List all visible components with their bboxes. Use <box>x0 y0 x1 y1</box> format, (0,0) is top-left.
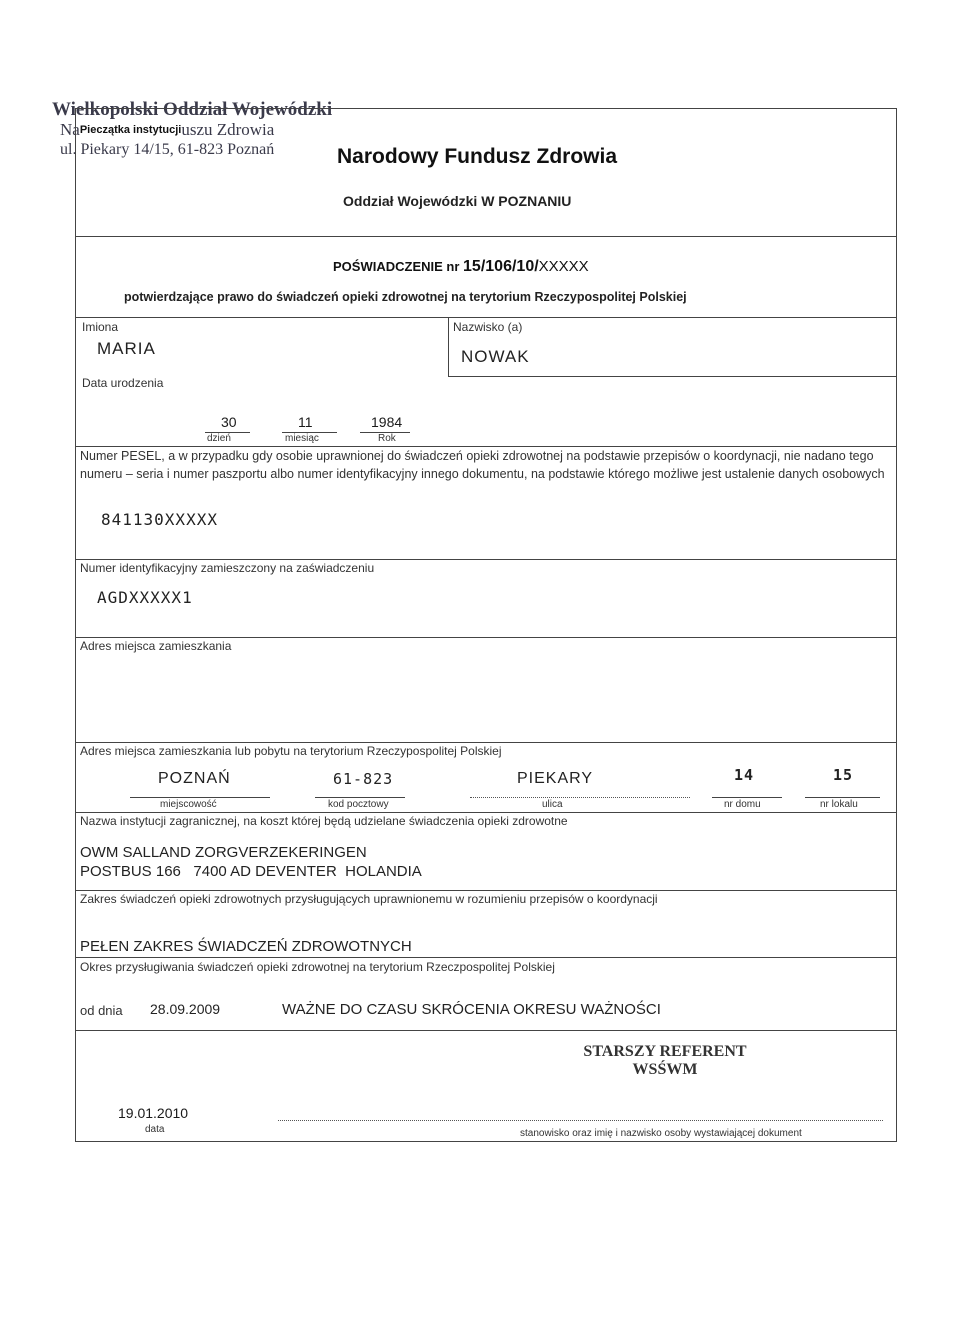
referent-stamp-line-2: WSŚWM <box>632 1061 698 1078</box>
referent-stamp-line-1: STARSZY REFERENT <box>583 1043 747 1060</box>
stay-flat-underline <box>805 797 880 798</box>
stay-house: 14 <box>734 766 755 784</box>
stay-postal-label: kod pocztowy <box>328 799 389 810</box>
stamp-line-3: ul. Piekary 14/15, 61-823 Poznań <box>60 141 275 158</box>
stay-street: PIEKARY <box>517 770 594 787</box>
stay-city: POZNAŃ <box>158 770 231 787</box>
first-name-value: MARIA <box>97 339 156 358</box>
stamp-overprint: Pieczątka instytucji <box>79 124 182 136</box>
dob-month-label: miesiąc <box>285 433 319 444</box>
dob-year-label: Rok <box>378 433 396 444</box>
stay-postal-underline <box>315 797 405 798</box>
period-top-line <box>75 957 897 958</box>
dob-month: 11 <box>298 414 313 430</box>
first-name-label: Imiona <box>82 320 119 334</box>
stay-label: Adres miejsca zamieszkania lub pobytu na terytorium Rzeczypospolitej Polskiej <box>80 744 502 758</box>
dob-label: Data urodzenia <box>82 376 164 390</box>
signature-top-line <box>75 1030 897 1031</box>
scope-label: Zakres świadczeń opieki zdrowotnych przysługujących uprawnionemu w rozumieniu przepisów o koordynacji <box>80 892 658 906</box>
institution-label: Nazwa instytucji zagranicznej, na koszt której będą udzielane świadczenia opieki zdrowotne <box>80 814 568 828</box>
stay-house-label: nr domu <box>724 799 761 810</box>
stay-top-line <box>75 742 897 743</box>
dob-day-label: dzień <box>207 433 231 444</box>
period-from-label: od dnia <box>80 1003 123 1018</box>
last-name-value: NOWAK <box>461 347 530 366</box>
referent-stamp <box>560 1043 770 1079</box>
header-divider <box>75 236 897 237</box>
period-from-date: 28.09.2009 <box>150 1001 221 1017</box>
stay-city-label: miejscowość <box>160 799 217 810</box>
institution-name: OWM SALLAND ZORGVERZEKERINGEN <box>80 844 367 861</box>
scope-top-line <box>75 890 897 891</box>
stay-flat: 15 <box>833 766 854 784</box>
stay-street-label: ulica <box>542 799 563 810</box>
signature-dotted-line <box>278 1120 883 1121</box>
issue-date-label: data <box>145 1124 165 1135</box>
period-validity: WAŻNE DO CZASU SKRÓCENIA OKRESU WAŻNOŚCI <box>282 1001 661 1018</box>
names-top-line <box>75 317 897 318</box>
issue-date: 19.01.2010 <box>118 1105 189 1121</box>
institution-top-line <box>75 812 897 813</box>
period-label: Okres przysługiwania świadczeń opieki zdrowotnej na terytorium Rzeczpospolitej Polskiej <box>80 960 555 974</box>
stay-city-underline <box>130 797 270 798</box>
residence-top-line <box>75 637 897 638</box>
ident-value: AGDXXXXX1 <box>97 588 193 607</box>
stay-flat-label: nr lokalu <box>820 799 858 810</box>
last-name-label: Nazwisko (a) <box>453 320 523 334</box>
institution-address: POSTBUS 166 7400 AD DEVENTER HOLANDIA <box>80 863 422 880</box>
ident-label: Numer identyfikacyjny zamieszczony na zaświadczeniu <box>80 561 375 575</box>
stay-street-underline <box>470 797 690 798</box>
stay-house-underline <box>712 797 782 798</box>
issuer-position-label: stanowisko oraz imię i nazwisko osoby wystawiającej dokument <box>520 1128 802 1139</box>
residence-label: Adres miejsca zamieszkania <box>80 639 232 653</box>
pesel-label: Numer PESEL, a w przypadku gdy osobie uprawnionej do świadczeń opieki zdrowotnej na podstawie przepisów o koordynacji, nie nadano tego numeru – seria i numer paszportu albo numer identyfikacyjny innego dokumentu, na podstawie którego możliwe jest ustalenie danych osobowych <box>80 449 885 481</box>
stamp-line-2: NaPieczątka instytucjiuszu Zdrowia <box>60 120 275 139</box>
stamp-line-1: Wielkopolski Oddział Wojewódzki <box>52 99 333 120</box>
page-title: Narodowy Fundusz Zdrowia <box>337 145 618 168</box>
scope-value: PEŁEN ZAKRES ŚWIADCZEŃ ZDROWOTNYCH <box>80 938 412 955</box>
pesel-value: 841130XXXXX <box>101 510 218 529</box>
names-divider <box>448 317 449 376</box>
certificate-purpose: potwierdzające prawo do świadczeń opieki zdrowotnej na terytorium Rzeczypospolitej Polskiej <box>124 290 687 304</box>
dob-year: 1984 <box>371 414 403 430</box>
ident-top-line <box>75 559 897 560</box>
names-bottom-line <box>448 376 897 377</box>
certificate-number: POŚWIADCZENIE nr 15/106/10/XXXXX <box>333 258 589 275</box>
stay-postal: 61-823 <box>333 770 394 788</box>
branch-subtitle: Oddział Wojewódzki W POZNANIU <box>343 193 572 209</box>
dob-day: 30 <box>221 414 237 430</box>
